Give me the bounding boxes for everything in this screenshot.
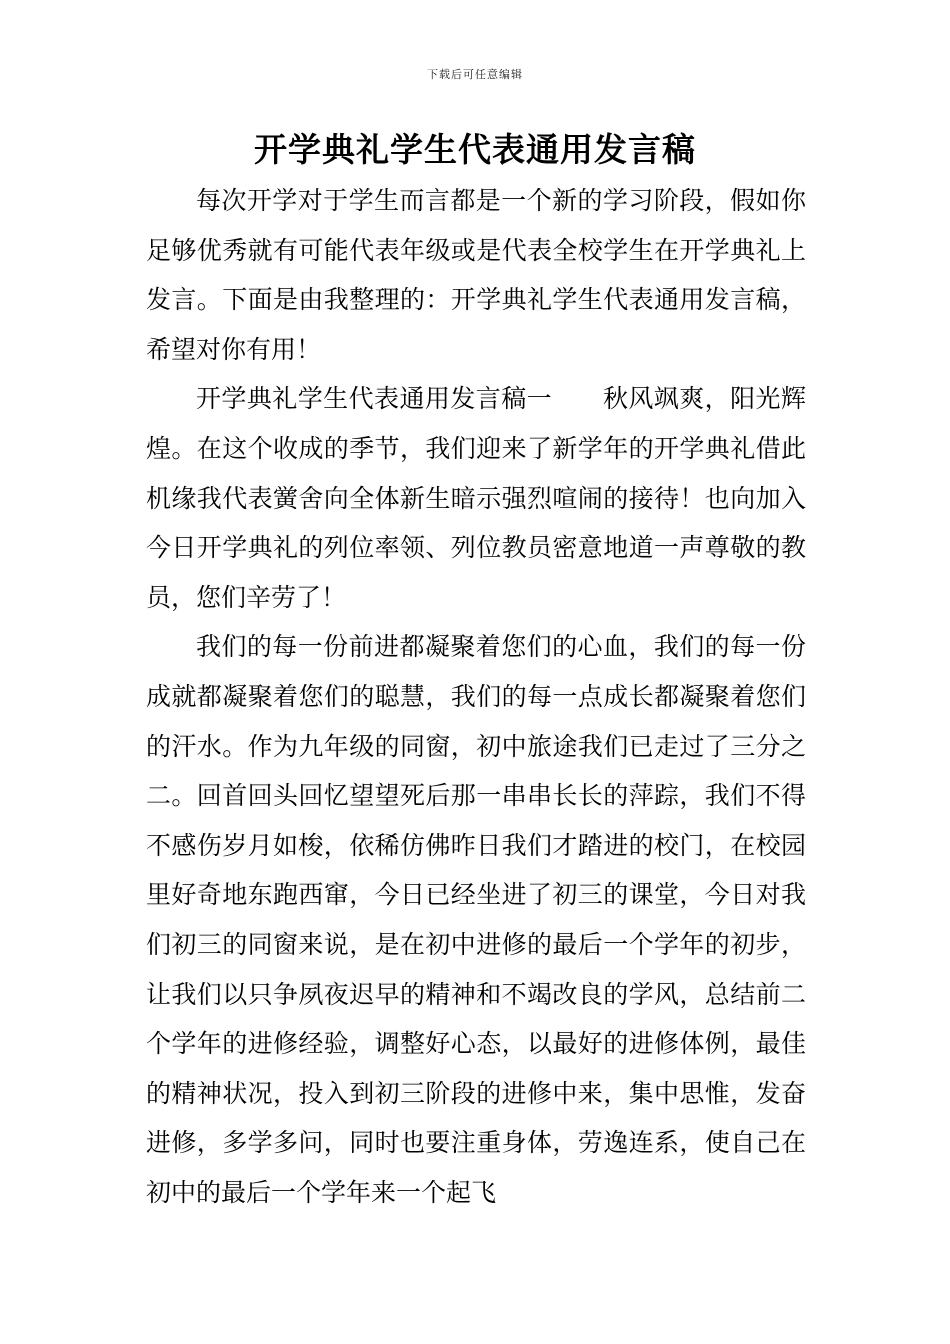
document-body [146,176,806,1217]
document-title: 开学典礼学生代表通用发言稿 [254,130,696,169]
header-note: 下载后可任意编辑 [427,68,523,81]
paragraph-intro: 每次开学对于学生而言都是一个新的学习阶段，假如你足够优秀就有可能代表年级或是代表全校学生在开学典礼上发言。下面是由我整理的：开学典礼学生代表通用发言稿，希望对你有用！ [146,186,806,364]
paragraph-speech-opening: 开学典礼学生代表通用发言稿一 秋风飒爽，阳光辉煌。在这个收成的季节，我们迎来了新学年的开学典礼借此机缘我代表黉舍向全体新生暗示强烈喧闹的接待！也向加入今日开学典礼的列位率领、列位教员密意地道一声尊敬的教员，您们辛劳了！ [146,384,806,612]
paragraph-speech-body: 我们的每一份前进都凝聚着您们的心血，我们的每一份成就都凝聚着您们的聪慧，我们的每一点成长都凝聚着您们的汗水。作为九年级的同窗，初中旅途我们已走过了三分之二。回首回头回忆望望死后那一串串长长的萍踪，我们不得不感伤岁月如梭，依稀仿佛昨日我们才踏进的校门，在校园里好奇地东跑西窜，今日已经坐进了初三的课堂，今日对我们初三的同窗来说，是在初中进修的最后一个学年的初步，让我们以只争夙夜迟早的精神和不竭改良的学风，总结前二个学年的进修经验，调整好心态，以最好的进修体例，最佳的精神状况，投入到初三阶段的进修中来，集中思惟，发奋进修，多学多问，同时也要注重身体，劳逸连系，使自己在初中的最后一个学年来一个起飞 [146,632,806,1207]
